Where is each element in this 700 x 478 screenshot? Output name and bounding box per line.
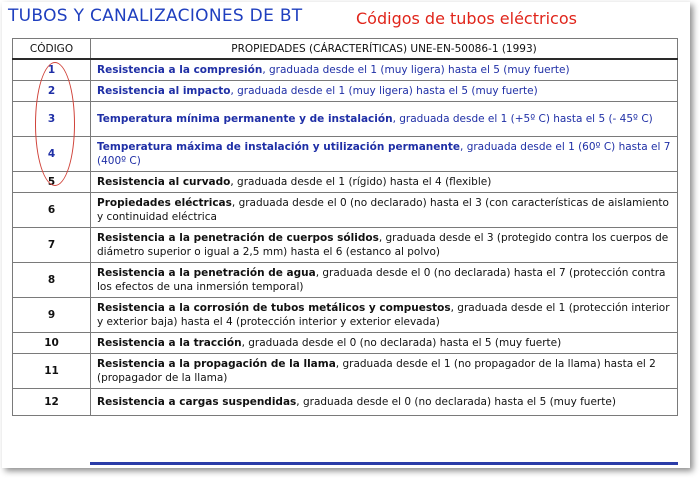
property-range: , graduada desde el 0 (no declarada) hasta el 5 (muy fuerte) <box>296 395 616 408</box>
row-code: 2 <box>13 80 91 101</box>
row-code: 10 <box>13 332 91 353</box>
row-description <box>91 227 678 262</box>
slide <box>2 2 690 468</box>
row-description <box>91 101 678 136</box>
row-description <box>91 59 678 80</box>
row-code: 11 <box>13 353 91 388</box>
property-name: Resistencia a la compresión <box>97 63 263 76</box>
row-code: 1 <box>13 59 91 80</box>
property-name: Temperatura mínima permanente y de instalación <box>97 112 393 125</box>
table-row <box>13 136 678 171</box>
row-description <box>91 388 678 415</box>
property-range: , graduada desde el 0 (no declarado) hasta el 3 (con características de aislamiento y continuidad eléctrica <box>97 196 669 223</box>
header-code: CÓDIGO <box>13 39 91 60</box>
row-description <box>91 80 678 101</box>
property-name: Resistencia a la penetración de cuerpos sólidos <box>97 231 379 244</box>
property-range: , graduada desde el 1 (rígido) hasta el 4 (flexible) <box>230 175 492 188</box>
row-code: 4 <box>13 136 91 171</box>
property-range: , graduada desde el 1 (60º C) hasta el 7 (400º C) <box>97 140 671 167</box>
property-range: , graduada desde el 3 (protegido contra los cuerpos de diámetro superior o igual a 2,5 mm) hasta el 6 (estanco al polvo) <box>97 231 669 258</box>
property-range: , graduada desde el 1 (muy ligera) hasta el 5 (muy fuerte) <box>230 84 538 97</box>
property-range: , graduada desde el 0 (no declarada) hasta el 7 (protección contra los efectos de una inmersión temporal) <box>97 266 666 293</box>
table-row <box>13 101 678 136</box>
table-row <box>13 171 678 192</box>
page-title: TUBOS Y CANALIZACIONES DE BT <box>8 6 303 26</box>
row-code: 5 <box>13 171 91 192</box>
table-row <box>13 262 678 297</box>
table-row <box>13 192 678 227</box>
row-description <box>91 192 678 227</box>
row-description <box>91 171 678 192</box>
property-name: Resistencia a cargas suspendidas <box>97 395 297 408</box>
property-range: , graduada desde el 0 (no declarada) hasta el 5 (muy fuerte) <box>241 336 562 349</box>
row-description <box>91 136 678 171</box>
row-code: 9 <box>13 297 91 332</box>
property-name: Resistencia a la corrosión de tubos metálicos y compuestos <box>97 301 451 314</box>
properties-table <box>12 38 678 416</box>
table-row <box>13 59 678 80</box>
property-range: , graduada desde el 1 (+5º C) hasta el 5 (- 45º C) <box>392 112 653 125</box>
property-range: , graduada desde el 1 (muy ligera) hasta el 5 (muy fuerte) <box>262 63 570 76</box>
row-code: 6 <box>13 192 91 227</box>
property-name: Temperatura máxima de instalación y utilización permanente <box>97 140 461 153</box>
table-row <box>13 80 678 101</box>
property-name: Resistencia a la tracción <box>97 336 242 349</box>
property-name: Resistencia a la propagación de la llama <box>97 357 336 370</box>
row-code: 8 <box>13 262 91 297</box>
table-row <box>13 227 678 262</box>
header-properties: PROPIEDADES (CÁRACTERÍTICAS) UNE-EN-50086-1 (1993) <box>91 39 678 60</box>
row-description <box>91 262 678 297</box>
table-header-row <box>13 39 678 60</box>
table-row <box>13 332 678 353</box>
table-row <box>13 388 678 415</box>
property-name: Resistencia al impacto <box>97 84 231 97</box>
row-code: 3 <box>13 101 91 136</box>
property-range: , graduada desde el 1 (protección interior y exterior baja) hasta el 4 (protección interior y exterior elevada) <box>97 301 670 328</box>
row-description <box>91 297 678 332</box>
row-code: 12 <box>13 388 91 415</box>
row-description <box>91 332 678 353</box>
page-subtitle: Códigos de tubos eléctricos <box>356 9 577 28</box>
table-body <box>13 59 678 415</box>
property-name: Resistencia a la penetración de agua <box>97 266 316 279</box>
bottom-divider <box>90 462 678 465</box>
table-row <box>13 353 678 388</box>
property-name: Resistencia al curvado <box>97 175 231 188</box>
property-name: Propiedades eléctricas <box>97 196 232 209</box>
table-row <box>13 297 678 332</box>
property-range: , graduada desde el 1 (no propagador de la llama) hasta el 2 (propagador de la llama) <box>97 357 656 384</box>
row-code: 7 <box>13 227 91 262</box>
row-description <box>91 353 678 388</box>
